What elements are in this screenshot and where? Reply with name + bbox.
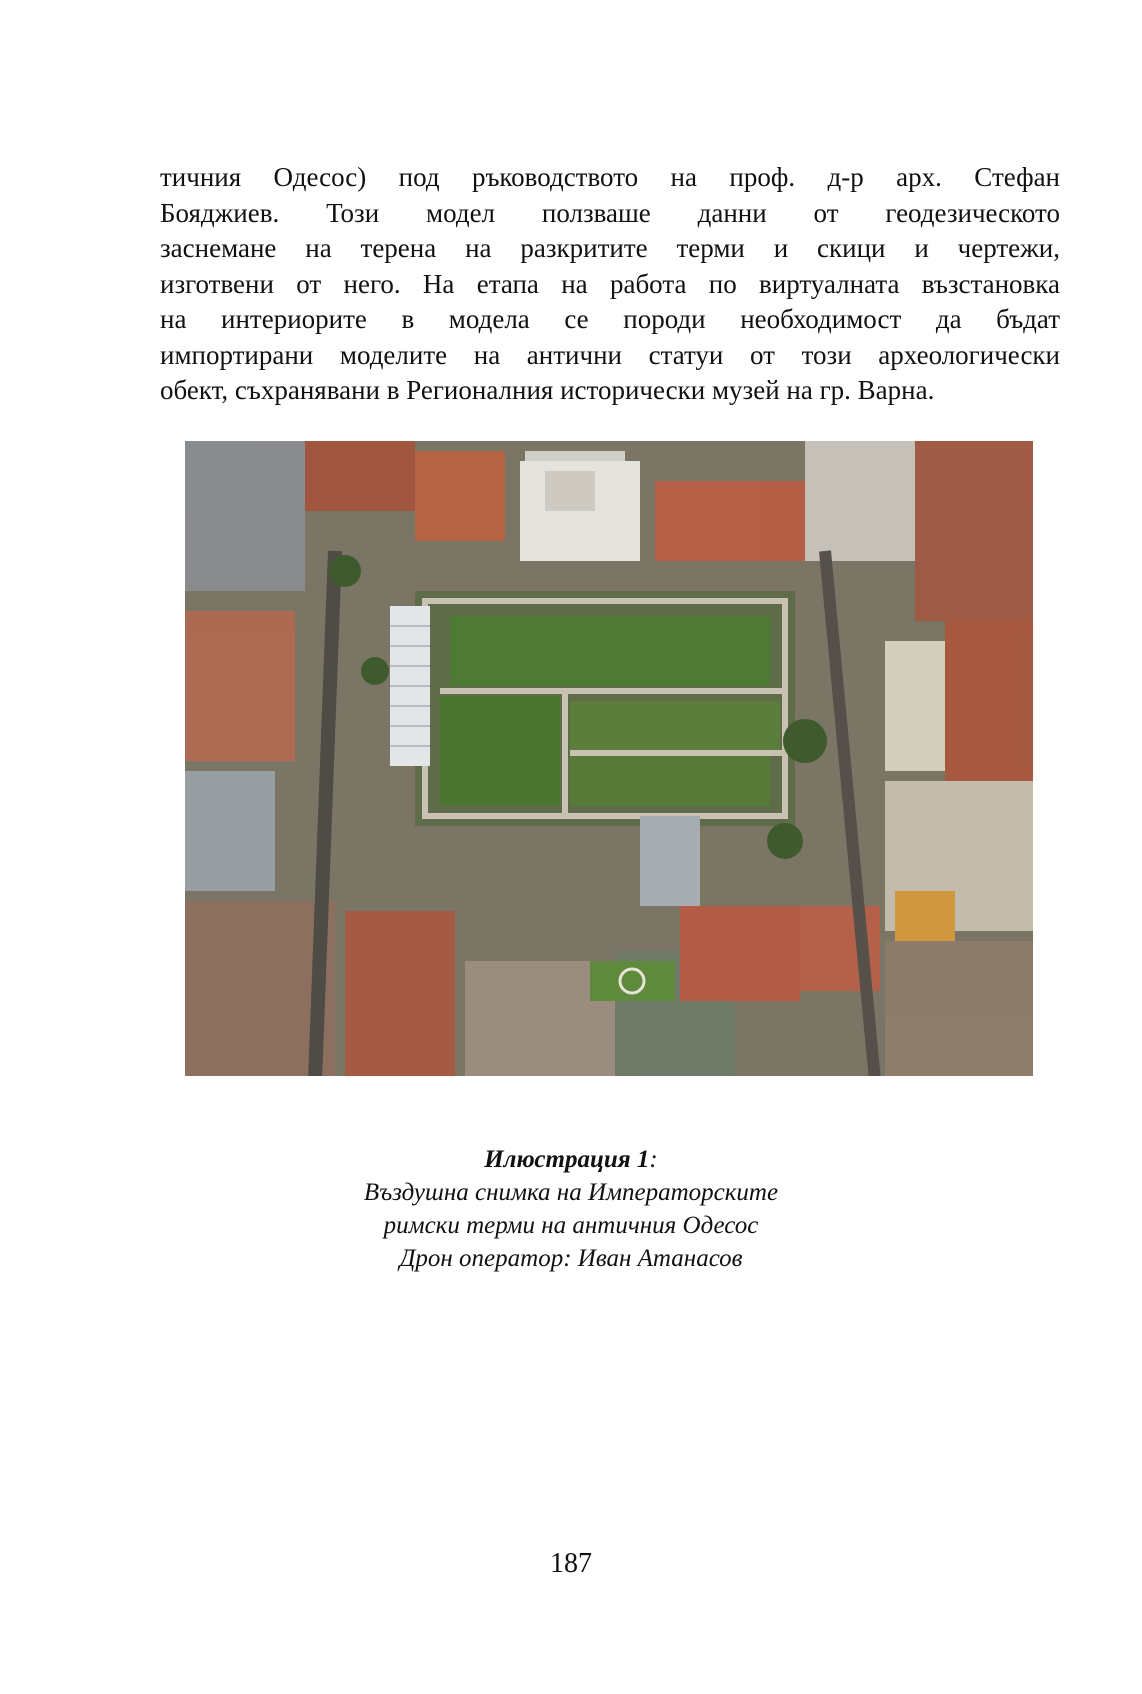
text-line: обект, съхранявани в Регионалния исторически музей на гр. Варна. [160,375,935,405]
caption-line: Въздушна снимка на Императорските [363,1179,779,1206]
text-line: Бояджиев. Този модел ползваше данни от геодезическото [160,197,1060,228]
aerial-photo [185,441,1033,1076]
caption-title-text: Илюстрация 1 [484,1146,650,1173]
text-line: на интериорите в модела се породи необходимост да бъдат [160,304,1060,334]
caption-title-colon: : [649,1146,658,1173]
aerial-photo-illustration [185,441,1033,1076]
caption-title [0,1143,1142,1176]
caption-line: римски терми на античния Одесос [383,1212,759,1239]
body-paragraph [160,160,1060,409]
text-line: тичния Одесос) под ръководството на проф. д-р арх. Стефан [160,162,1060,192]
text-line: импортирани моделите на антични статуи от този археологически [160,339,1060,370]
caption-line: Дрон оператор: Иван Атанасов [399,1245,743,1272]
text-line: заснемане на терена на разкритите терми и скици и чертежи, [160,233,1060,263]
text-line: изготвени от него. На етапа на работа по виртуалната възстановка [160,268,1060,299]
page-number: 187 [550,1548,592,1579]
figure-caption [0,1143,1142,1275]
